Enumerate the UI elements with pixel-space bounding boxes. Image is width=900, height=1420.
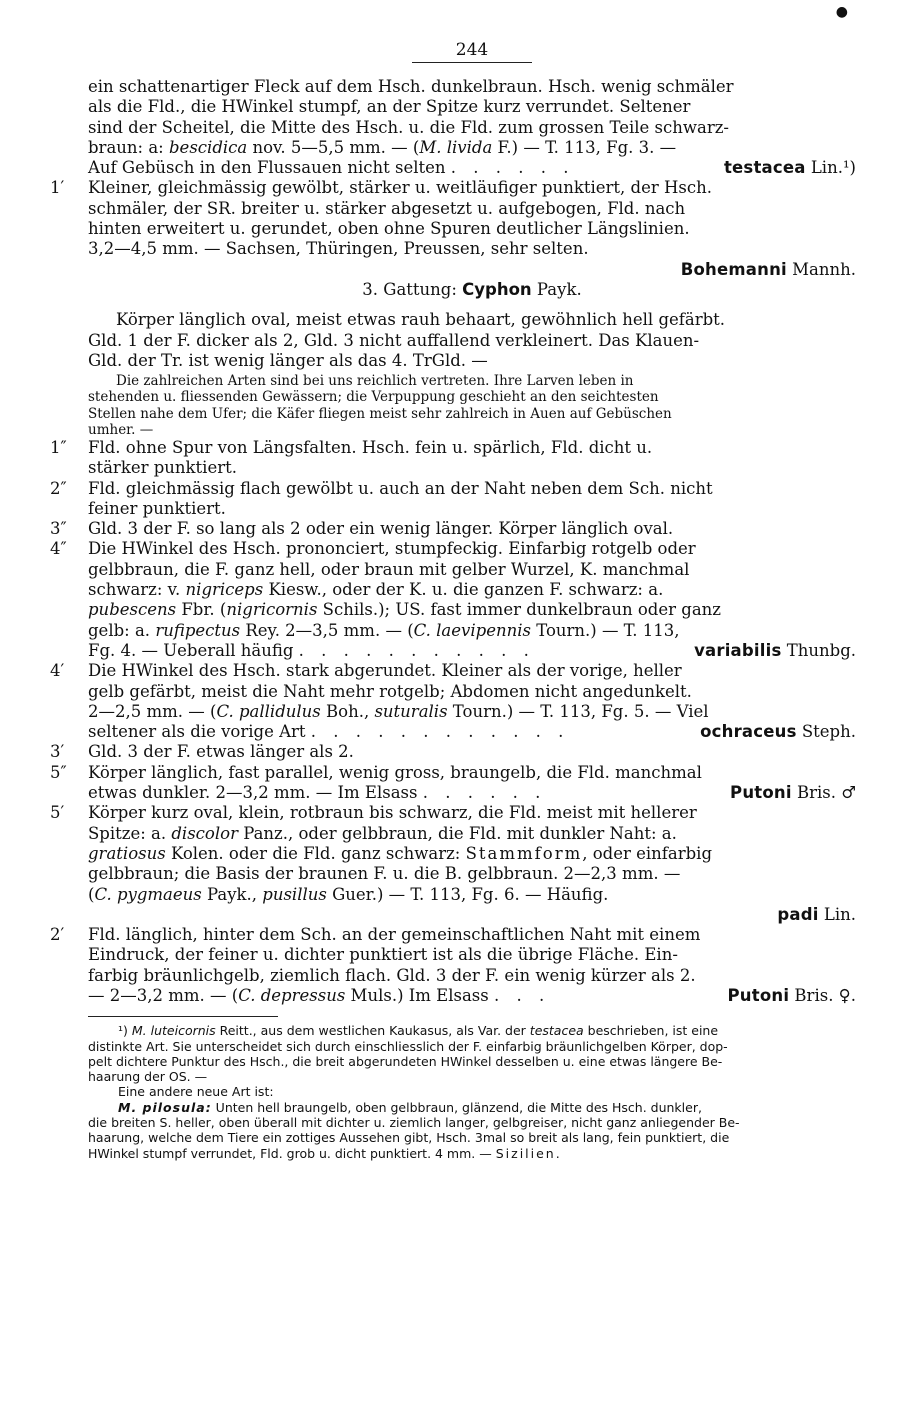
species-name: padi (777, 904, 819, 924)
text-line: Stellen nahe dem Ufer; die Käfer fliegen meist sehr zahlreich in Auen auf Gebüschen (88, 405, 672, 422)
footnote-line: Eine andere neue Art ist: (118, 1084, 274, 1100)
text-line: Fld. länglich, hinter dem Sch. an der gemeinschaftlichen Naht mit einem (88, 925, 701, 945)
italic-name: M. luteicornis (131, 1023, 216, 1039)
couplet-5 (50, 762, 856, 804)
couplet-number: 3′ (50, 742, 65, 762)
italic-name: nigriceps (185, 580, 264, 600)
species-name: variabilis (694, 640, 782, 660)
footnote (88, 1023, 856, 1161)
couplet-2 (50, 478, 856, 520)
author: Mannh. (786, 259, 856, 279)
couplet-1 (50, 437, 856, 479)
text-run: — 2—3,2 mm. — ( (88, 985, 239, 1005)
text-run: Spitze: a. (88, 823, 172, 843)
text-run: Kiesw., oder der K. u. die ganzen F. schwarz: a. (263, 580, 664, 600)
footnote-line: die breiten S. heller, oben überall mit dichter u. ziemlich langer, gelbgreiser, nicht ganz anliegender Be- (88, 1115, 740, 1131)
author: Lin. (818, 904, 856, 924)
text-line (88, 260, 856, 280)
species-name: Bohemanni (680, 259, 787, 279)
text-line: sind der Scheitel, die Mitte des Hsch. u. die Fld. zum grossen Teile schwarz- (88, 117, 729, 137)
couplet-number: 2′ (50, 925, 65, 945)
text-run: Reitt., aus dem westlichen Kaukasus, als Var. der (215, 1023, 530, 1039)
text-line: Gld. 3 der F. so lang als 2 oder ein wenig länger. Körper länglich oval. (88, 519, 674, 539)
couplet-number: 3″ (50, 519, 67, 539)
text-line (88, 722, 856, 742)
text-line (88, 844, 856, 864)
italic-name: rufipectus (155, 620, 241, 640)
spaced-term: Stammform (465, 843, 583, 863)
text-line: als die Fld., die HWinkel stumpf, an der Spitze kurz verrundet. Seltener (88, 97, 691, 117)
italic-name: M. pilosula: (118, 1099, 212, 1115)
couplet-number: 5″ (50, 762, 67, 782)
text-line: ein schattenartiger Fleck auf dem Hsch. dunkelbraun. Hsch. wenig schmäler (88, 77, 734, 96)
genus-heading (88, 280, 856, 300)
small-paragraph (88, 373, 856, 438)
text-line (88, 580, 856, 600)
text-line (88, 824, 856, 844)
italic-name: bescidica (169, 137, 248, 157)
author: Bris. ♂ (791, 783, 856, 803)
page (50, 40, 856, 1161)
text-line: feiner punktiert. (88, 498, 226, 518)
text-run: Boh., (320, 701, 375, 721)
text-line (88, 702, 856, 722)
text-run: Tourn.) — T. 113, (530, 620, 680, 640)
italic-name: testacea (529, 1023, 584, 1039)
footnote-line: haarung, welche dem Tiere ein zottiges Aussehen gibt, Hsch. 3mal so breit als lang, fein punktiert, die (88, 1130, 730, 1146)
text-line: farbig bräunlichgelb, ziemlich flach. Gld. 3 der F. ein wenig kürzer als 2. (88, 965, 696, 985)
text-run: , oder einfarbig (582, 843, 713, 863)
page-number: 244 (455, 40, 489, 60)
author: Thunbg. (781, 640, 856, 660)
text-line: Die HWinkel des Hsch. stark abgerundet. Kleiner als der vorige, heller (88, 661, 682, 681)
genus-name: Cyphon (462, 279, 532, 299)
text-run: Fbr. ( (176, 600, 227, 620)
text-line: schmäler, der SR. breiter u. stärker abgesetzt u. aufgebogen, Fld. nach (88, 198, 686, 218)
text-line: gelbbraun, die F. ganz hell, oder braun mit gelber Wurzel, K. manchmal (88, 559, 690, 579)
text-line (88, 641, 856, 661)
text-line: Gld. 3 der F. etwas länger als 2. (88, 742, 354, 762)
species-name: testacea (723, 158, 806, 178)
text-line: gelb gefärbt, meist die Naht mehr rotgelb; Abdomen nicht angedunkelt. (88, 681, 692, 701)
text-line: gelbbraun; die Basis der braunen F. u. die B. gelbbraun. 2—2,3 mm. — (88, 864, 681, 884)
text-line: Körper länglich oval, meist etwas rauh behaart, gewöhnlich hell gefärbt. (116, 310, 726, 330)
text-line: Körper kurz oval, klein, rotbraun bis schwarz, die Fld. meist mit hellerer (88, 803, 697, 823)
text-run: beschrieben, ist eine (583, 1023, 719, 1039)
italic-name: pusillus (262, 884, 327, 904)
text-line: Gld. 1 der F. dicker als 2, Gld. 3 nicht auffallend verkleinert. Das Klauen- (88, 330, 700, 350)
text-line: stärker punktiert. (88, 458, 237, 478)
spaced-term: Sizilien. (495, 1145, 562, 1161)
couplet-number: 2″ (50, 478, 67, 498)
text-run: Muls.) Im Elsass (345, 985, 494, 1005)
text-line (88, 905, 856, 925)
text-run: Tourn.) — T. 113, Fg. 5. — Viel (447, 701, 709, 721)
author: Steph. (796, 722, 856, 742)
couplet-1-prime (50, 178, 856, 279)
species-name: Putoni (727, 985, 790, 1005)
text-run: HWinkel stumpf verrundet, Fld. grob u. dicht punktiert. 4 mm. — (88, 1145, 496, 1161)
corner-mark: ● (835, 4, 848, 20)
header-rule (412, 62, 532, 63)
species-name: Putoni (730, 783, 792, 803)
text-run: 2—2,5 mm. — ( (88, 701, 217, 721)
footnote-line: distinkte Art. Sie unterscheidet sich durch einschliesslich der F. einfarbig bräunlichgelben Körper, dop- (88, 1038, 728, 1054)
couplet-2-prime (50, 925, 856, 1006)
couplet-number: 1″ (50, 437, 67, 457)
text-line (88, 885, 856, 905)
text-run: ( (88, 884, 95, 904)
couplet-number: 1′ (50, 178, 65, 198)
text-run: schwarz: v. (88, 580, 186, 600)
text-line (88, 158, 856, 178)
text-run: F.) — T. 113, Fg. 3. — (492, 137, 677, 157)
species-name: ochraceus (700, 722, 797, 742)
text-line (88, 600, 856, 620)
footnote-rule (88, 1016, 278, 1017)
couplet-3-prime (50, 742, 856, 762)
text-line: stehenden u. fliessenden Gewässern; die Verpuppung geschieht an den seichtesten (88, 389, 659, 406)
footnote-line (88, 1100, 856, 1115)
italic-name: suturalis (374, 701, 448, 721)
text-run: Auf Gebüsch in den Flussauen nicht selten (88, 158, 451, 178)
italic-name: discolor (171, 823, 238, 843)
text-line: umher. — (88, 421, 154, 438)
italic-name: C. laevipennis (413, 620, 531, 640)
couplet-number: 4″ (50, 539, 67, 559)
footnote-line (88, 1023, 856, 1038)
italic-name: C. pygmaeus (94, 884, 202, 904)
italic-name: nigricornis (226, 600, 318, 620)
main-text (50, 77, 856, 1006)
text-run: Unten hell braungelb, oben gelbbraun, glänzend, die Mitte des Hsch. dunkler, (211, 1099, 702, 1115)
text-line: Die HWinkel des Hsch. prononciert, stumpfeckig. Einfarbig rotgelb oder (88, 539, 696, 559)
couplet-4 (50, 539, 856, 661)
text-line: Gld. der Tr. ist wenig länger als das 4. TrGld. — (88, 350, 488, 370)
footnote-line: haarung der OS. — (88, 1069, 208, 1085)
text-line: Fld. gleichmässig flach gewölbt u. auch an der Naht neben dem Sch. nicht (88, 478, 713, 498)
couplet-number: 5′ (50, 803, 65, 823)
italic-name: pubescens (88, 600, 177, 620)
footnote-line (88, 1146, 856, 1161)
text-run: gelb: a. (88, 620, 156, 640)
text-line: Kleiner, gleichmässig gewölbt, stärker u. weitläufiger punktiert, der Hsch. (88, 178, 712, 198)
leader-dots: . . . . . . (450, 158, 575, 178)
italic-name: M. livida (419, 137, 493, 157)
text-line: hinten erweitert u. gerundet, oben ohne Spuren deutlicher Längslinien. (88, 219, 690, 239)
text-run: 3. Gattung: (362, 279, 463, 299)
author: Lin.¹) (805, 158, 856, 178)
text-line (88, 986, 856, 1006)
text-run: Rey. 2—3,5 mm. — ( (240, 620, 414, 640)
text-run: ¹) (118, 1023, 132, 1039)
leader-dots: . . . (493, 985, 551, 1005)
couplet-5-prime (50, 803, 856, 925)
text-line: Körper länglich, fast parallel, wenig gross, braungelb, die Fld. manchmal (88, 762, 702, 782)
italic-name: C. depressus (238, 985, 346, 1005)
text-run: seltener als die vorige Art (88, 722, 311, 742)
footnote-line: pelt dichtere Punktur des Hsch., die breit abgerundeten HWinkel desselben u. eine etwas längere Be- (88, 1053, 723, 1069)
couplet-4-prime (50, 661, 856, 742)
text-run: braun: a: (88, 137, 169, 157)
text-run: Fg. 4. — Ueberall häufig (88, 640, 299, 660)
text-run: Payk., (201, 884, 263, 904)
italic-name: C. pallidulus (216, 701, 321, 721)
author: Payk. (531, 279, 582, 299)
couplet-number: 4′ (50, 661, 65, 681)
text-line (88, 621, 856, 641)
text-run: Schils.); US. fast immer dunkelbraun oder ganz (317, 600, 721, 620)
leader-dots: . . . . . . . . . . . . (310, 722, 570, 742)
text-line: Eindruck, der feiner u. dichter punktiert ist als die übrige Fläche. Ein- (88, 945, 678, 965)
text-line (88, 783, 856, 803)
text-run: Guer.) — T. 113, Fg. 6. — Häufig. (326, 884, 609, 904)
text-run: Kolen. oder die Fld. ganz schwarz: (165, 843, 466, 863)
text-line: Die zahlreichen Arten sind bei uns reichlich vertreten. Ihre Larven leben in (116, 373, 634, 390)
text-line: Fld. ohne Spur von Längsfalten. Hsch. fein u. spärlich, Fld. dicht u. (88, 437, 653, 457)
text-line: 3,2—4,5 mm. — Sachsen, Thüringen, Preussen, sehr selten. (88, 239, 589, 259)
text-run: nov. 5—5,5 mm. — ( (247, 137, 420, 157)
text-line (88, 138, 856, 158)
leader-dots: . . . . . . (422, 783, 547, 803)
text-run: Panz., oder gelbbraun, die Fld. mit dunkler Naht: a. (237, 823, 677, 843)
leader-dots: . . . . . . . . . . . (298, 640, 535, 660)
italic-name: gratiosus (88, 843, 166, 863)
couplet-3 (50, 519, 856, 539)
text-run: etwas dunkler. 2—3,2 mm. — Im Elsass (88, 783, 423, 803)
author: Bris. ♀. (789, 985, 856, 1005)
